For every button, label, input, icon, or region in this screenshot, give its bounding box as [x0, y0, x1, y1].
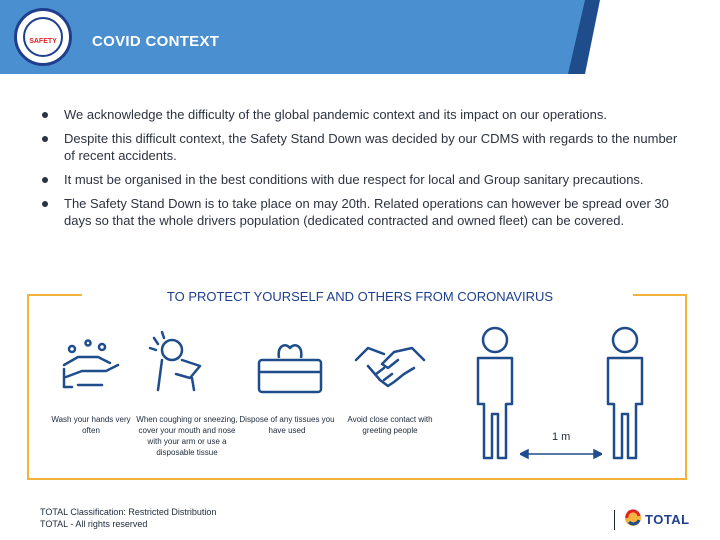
classification-text: TOTAL Classification: Restricted Distribution: [40, 507, 217, 517]
caption-cover-mouth: When coughing or sneezing, cover your mouth and nose with your arm or use a disposable tissue: [136, 415, 238, 457]
frame-top-left: [27, 294, 82, 296]
person-left-icon: [470, 322, 520, 462]
caption-wash-hands: Wash your hands very often: [51, 415, 131, 435]
person-right-icon: [600, 322, 650, 462]
protect-title: TO PROTECT YOURSELF AND OTHERS FROM CORONAVIRUS: [166, 289, 554, 304]
bullet-dot: [42, 177, 48, 183]
header-banner: [0, 0, 720, 74]
safety-badge-logo: [14, 8, 72, 66]
rights-text: TOTAL - All rights reserved: [40, 519, 148, 529]
frame-left: [27, 294, 29, 480]
bullet-text: Despite this difficult context, the Safety Stand Down was decided by our CDMS with regards to the number of recent accidents.: [64, 131, 678, 163]
frame-right: [685, 294, 687, 480]
sneeze-elbow-icon: [148, 330, 212, 396]
bullet-dot: [42, 136, 48, 142]
badge-inner-ring: [23, 17, 63, 57]
frame-bottom: [27, 478, 687, 480]
badge-text: SAFETY: [29, 38, 57, 45]
footer-separator: [614, 510, 615, 530]
footer-text: [40, 506, 216, 530]
hand-wash-icon: [58, 335, 128, 395]
caption-avoid-contact: Avoid close contact with greeting people: [347, 415, 433, 435]
bullet-list: [40, 106, 690, 236]
total-logo-icon: [623, 508, 643, 528]
bullet-item: [40, 171, 690, 188]
distance-label: 1 m: [552, 431, 571, 443]
bullet-text: It must be organised in the best conditions with due respect for local and Group sanitary precautions.: [64, 172, 644, 187]
tissue-box-icon: [255, 338, 325, 396]
caption-dispose-tissues: Dispose of any tissues you have used: [239, 415, 335, 435]
brand-name: TOTAL: [645, 512, 690, 527]
page-title: COVID CONTEXT: [92, 33, 220, 50]
bullet-text: We acknowledge the difficulty of the global pandemic context and its impact on our operations.: [64, 107, 607, 122]
distance-arrow-icon: [520, 448, 602, 460]
bullet-dot: [42, 201, 48, 207]
bullet-item: [40, 106, 690, 123]
handshake-icon: [354, 340, 426, 392]
bullet-dot: [42, 112, 48, 118]
bullet-item: [40, 130, 690, 164]
bullet-item: [40, 195, 690, 229]
frame-top-right: [633, 294, 687, 296]
bullet-text: The Safety Stand Down is to take place on may 20th. Related operations can however be spread over 30 days so that the whole drivers population (dedicated contracted and owned fleet) can be covered.: [64, 196, 669, 228]
